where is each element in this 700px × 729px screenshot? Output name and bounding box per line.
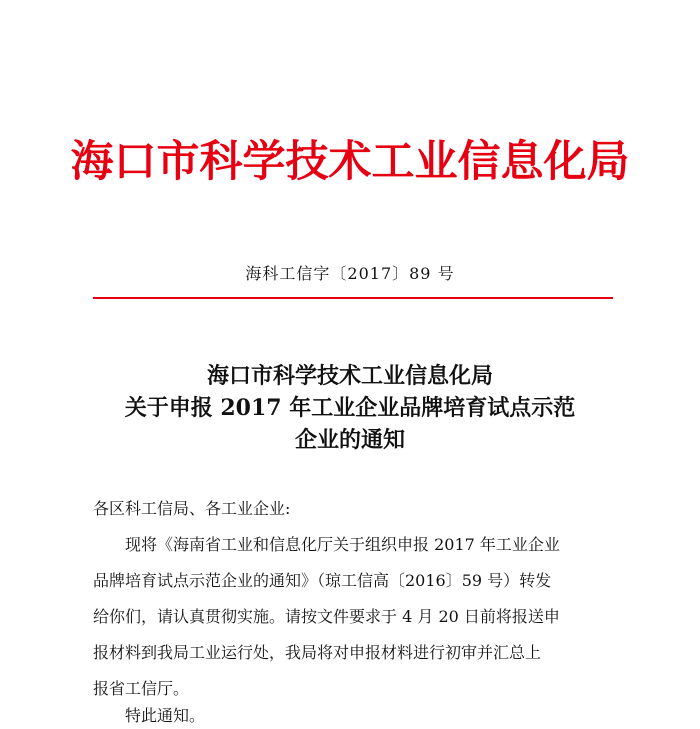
title-line-1: 海口市科学技术工业信息化局 <box>206 363 493 389</box>
paragraph-line-5: 报省工信厅。 <box>93 679 190 698</box>
paragraph-line-3: 给你们，请认真贯彻实施。请按文件要求于 4 月 20 日前将报送申 <box>93 607 560 626</box>
paragraph-line-1: 现将《海南省工业和信息化厅关于组织申报 2017 年工业企业 <box>125 535 560 554</box>
title-line-3: 企业的通知 <box>294 427 405 453</box>
salutation: 各区科工信局、各工业企业: <box>93 499 291 518</box>
red-divider-line <box>93 297 613 299</box>
paragraph-line-2: 品牌培育试点示范企业的通知》（琼工信高〔2016〕59 号）转发 <box>93 571 552 590</box>
title-line-2: 关于申报 2017 年工业企业品牌培育试点示范 <box>124 395 576 421</box>
document-title <box>0 360 700 456</box>
closing-line: 特此通知。 <box>125 706 206 725</box>
agency-header: 海口市科学技术工业信息化局 <box>70 137 630 187</box>
paragraph-line-4: 报材料到我局工业运行处，我局将对申报材料进行初审并汇总上 <box>93 643 542 662</box>
document-number: 海科工信字〔2017〕89 号 <box>245 264 455 283</box>
